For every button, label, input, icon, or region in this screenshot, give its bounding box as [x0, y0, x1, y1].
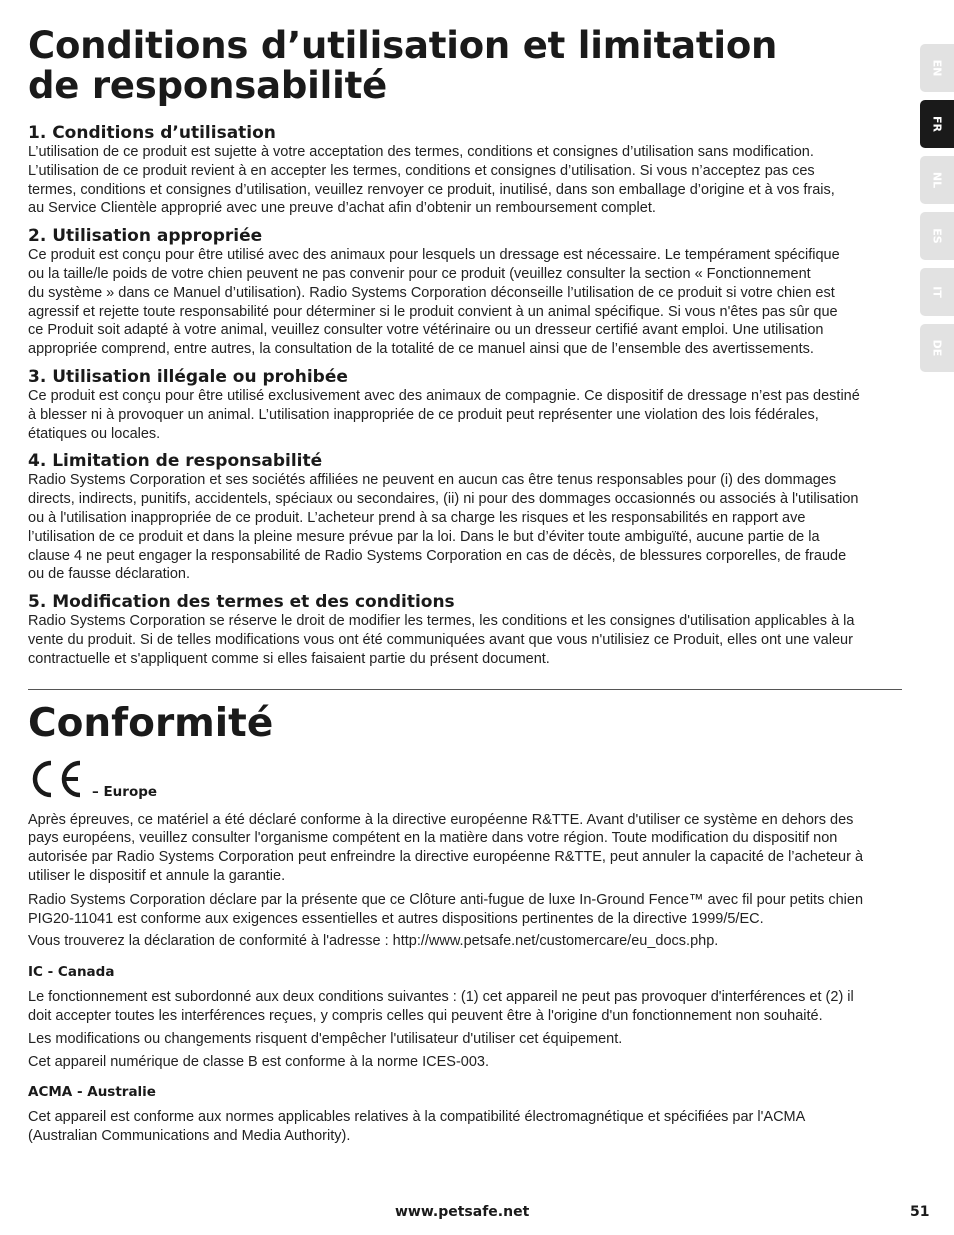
europe-paragraph-2: Radio Systems Corporation déclare par la présente que ce Clôture anti-fugue de luxe In-Ground Fence™ avec fil pour petits chien PIG20-11041 est conforme aux exigences essentielles et autres dispositions pertinentes de la directive 1999/5/EC. — [28, 891, 864, 927]
section-2 — [28, 227, 903, 359]
section-body: Ce produit est conçu pour être utilisé avec des animaux pour lesquels un dressage est nécessaire. Le tempérament spécifique ou la taille/le poids de votre chien peuvent ne pas convenir pour ce produit (veuillez consulter la section « Fonctionnement du système » dans ce Manuel d’utilisation). Radio Systems Corporation déconseille l’utilisation de ce produit si votre chien est agressif et rejette toute responsabilité pour déterminer si le produit convient à un animal spécifique. Si vous n'êtes pas sûr que ce Produit soit adapté à votre animal, veuillez consulter votre vétérinaire ou un dresseur certifié avant emploi. Une utilisation appropriée comprend, entre autres, la consultation de la totalité de ce manuel ainsi que de l’ensemble des avertissements. — [28, 247, 840, 358]
section-1 — [28, 124, 903, 218]
europe-paragraph-3: Vous trouverez la déclaration de conformité à l'adresse : http://www.petsafe.net/customercare/eu_docs.php. — [28, 933, 719, 950]
language-tab-nl[interactable]: NL — [920, 156, 954, 204]
page-number: 51 — [910, 1204, 930, 1220]
australia-paragraph-1: Cet appareil est conforme aux normes applicables relatives à la compatibilité électromagnétique et spécifiées par l'ACMA (Australian Communications and Media Authority). — [28, 1109, 806, 1145]
section-5 — [28, 593, 903, 668]
ce-europe-row — [28, 758, 903, 800]
title-line-1: Conditions d’utilisation et limitation — [28, 24, 778, 67]
language-tabs — [920, 44, 954, 380]
footer-url: www.petsafe.net — [395, 1204, 530, 1220]
section-3 — [28, 368, 903, 443]
language-tab-en[interactable]: EN — [920, 44, 954, 92]
ce-mark-icon — [28, 758, 86, 800]
language-tab-fr[interactable]: FR — [920, 100, 954, 148]
section-heading: 1. Conditions d’utilisation — [28, 123, 276, 143]
title-line-2: de responsabilité — [28, 64, 387, 107]
page-title — [28, 26, 903, 106]
language-tab-it[interactable]: IT — [920, 268, 954, 316]
section-body: Radio Systems Corporation et ses sociétés affiliées ne peuvent en aucun cas être tenus responsables pour (i) des dommages directs, indirects, punitifs, accidentels, spéciaux ou secondaires, (ii) ni pour des dommages occasionnés ou associés à l'utilisation ou à l'utilisation inappropriée de ce produit. L’acheteur prend à sa charge les risques et les responsabilités en rapport ave l’utilisation de ce produit et dans la pleine mesure prévue par la loi. Dans le but d’éviter toute ambiguïté, aucune partie de la clause 4 ne peut engager la responsabilité de Radio Systems Corporation en cas de décès, de blessures corporelles, de fraude ou de fausse déclaration. — [28, 472, 859, 583]
conformity-title: Conformité — [28, 700, 274, 746]
section-body: L’utilisation de ce produit est sujette à votre acceptation des termes, conditions et consignes d’utilisation sans modification. L’utilisation de ce produit revient à en accepter les termes, conditions et consignes d’utilisation. Si vous n’acceptez pas ces termes, conditions et consignes d’utilisation, veuillez renvoyer ce produit, inutilisé, dans son emballage d’origine et à vos frais, au Service Clientèle approprié avec une preuve d’achat afin d’obtenir un remboursement complet. — [28, 144, 835, 217]
australia-heading: ACMA - Australie — [28, 1084, 156, 1101]
section-heading: 2. Utilisation appropriée — [28, 226, 263, 247]
section-body: Radio Systems Corporation se réserve le droit de modifier les termes, les conditions et les consignes d'utilisation applicables à la vente du produit. Si de telles modifications vous ont été communiquées avant que vous n'utilisiez ce Produit, elles ont une valeur contractuelle et s'appliquent comme si elles faisaient partie du présent document. — [28, 613, 855, 667]
canada-paragraph-2: Les modifications ou changements risquent d'empêcher l'utilisateur d'utiliser cet équipement. — [28, 1030, 623, 1047]
section-4 — [28, 452, 903, 584]
page-content — [28, 26, 903, 1146]
language-tab-es[interactable]: ES — [920, 212, 954, 260]
section-body: Ce produit est conçu pour être utilisé exclusivement avec des animaux de compagnie. Ce dispositif de dressage n’est pas destiné à blesser ni à provoquer un animal. L’utilisation inappropriée de ce produit peut représenter une violation des lois fédérales, étatiques ou locales. — [28, 387, 860, 442]
section-divider — [28, 689, 902, 690]
section-heading: 3. Utilisation illégale ou prohibée — [28, 366, 348, 387]
canada-paragraph-1: Le fonctionnement est subordonné aux deux conditions suivantes : (1) cet appareil ne peut pas provoquer d'interférences et (2) il doit accepter toutes les interférences reçues, y compris celles qui peuvent être à l'origine d'un fonctionnement non souhaité. — [28, 989, 854, 1024]
section-heading: 4. Limitation de responsabilité — [28, 451, 323, 472]
europe-paragraph-1: Après épreuves, ce matériel a été déclaré conforme à la directive européenne R&TTE. Avant d'utiliser ce système en dehors des pays européens, veuillez consulter l'organisme compétent en la matière dans votre région. Toute modification du dispositif non autorisée par Radio Systems Corporation peut enfreindre la directive européenne R&TTE, peut annuler la capacité de l’acheteur à utiliser le dispositif et annule la garantie. — [28, 811, 864, 884]
canada-heading: IC - Canada — [28, 964, 115, 981]
language-tab-de[interactable]: DE — [920, 324, 954, 372]
section-heading: 5. Modification des termes et des conditions — [28, 592, 455, 613]
ce-label: – Europe — [92, 783, 158, 800]
canada-paragraph-3: Cet appareil numérique de classe B est conforme à la norme ICES-003. — [28, 1053, 490, 1070]
